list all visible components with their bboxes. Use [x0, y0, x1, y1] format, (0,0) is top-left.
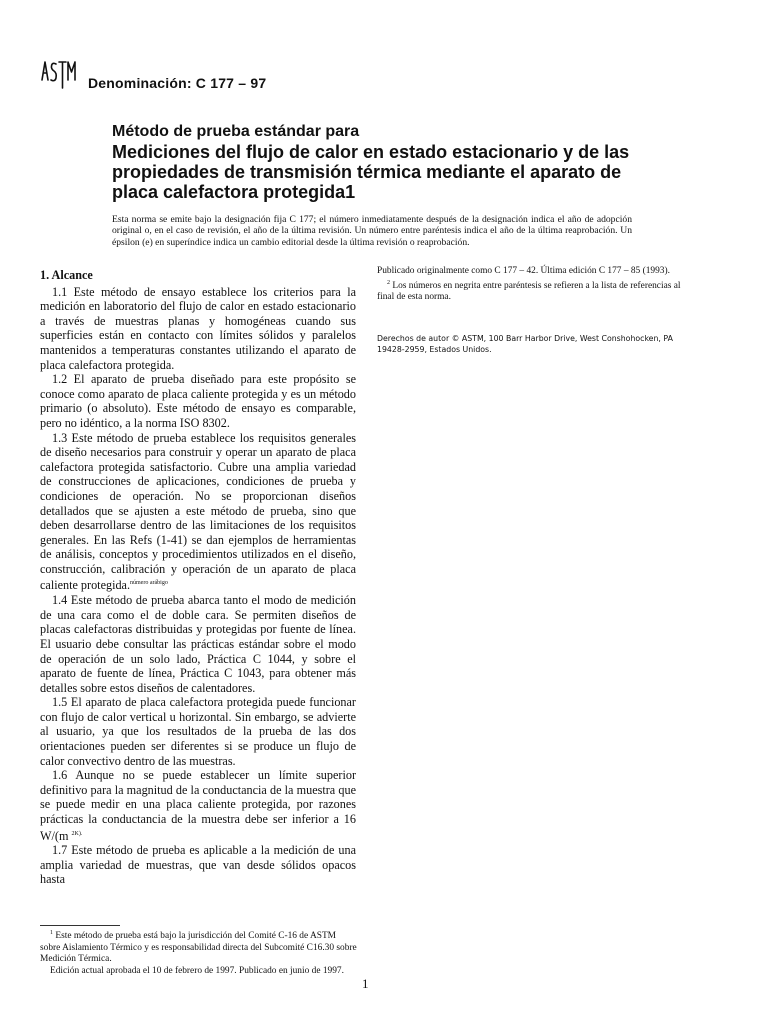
paragraph-1-3-superscript: número arábigo: [130, 580, 168, 587]
paragraph-1-7: 1.7 Este método de prueba es aplicable a la medición de una amplia variedad de muestras, que van desde sólidos opacos hasta: [40, 843, 356, 887]
paragraph-1-3: [40, 431, 356, 594]
title-prefix: Método de prueba estándar para: [112, 123, 360, 140]
paragraph-1-3-text: 1.3 Este método de prueba establece los requisitos generales de diseño necesarios para construir y operar un aparato de placa calefactora protegida satisfactorio. Cubre una amplia variedad de construcciones de aplicaciones, condiciones de prueba y condiciones de operación. No se proporcionan diseños detallados que se ajusten a este método de prueba, sino que deben desarrollarse dentro de las limitaciones de los requisitos generales. En las Refs (1-41) se dan ejemplos de herramientas de análisis, conceptos y procedimientos utilizados en el diseño, construcción, calibración y operación de un aparato de placa caliente protegida.: [40, 430, 356, 593]
footnote-1-mark: 1: [50, 930, 53, 936]
document-designation: Denominación: C 177 – 97: [88, 75, 267, 91]
publication-history: Publicado originalmente como C 177 – 42. Última edición C 177 – 85 (1993).: [377, 266, 670, 276]
footnote-1: [40, 928, 358, 966]
right-column: [377, 266, 697, 304]
footnote-2-mark: 2: [387, 279, 390, 286]
section-heading-scope: 1. Alcance: [40, 268, 93, 282]
page-number: 1: [362, 976, 369, 991]
paragraph-1-2: 1.2 El aparato de prueba diseñado para este propósito se conoce como aparato de placa caliente protegida y es un método primario (o absoluto). Este método de ensayo es comparable, pero no idéntico, a la norma ISO 8302.: [40, 372, 356, 430]
footnotes: [40, 928, 358, 978]
paragraph-1-4: 1.4 Este método de prueba abarca tanto el modo de medición de una cara como el de doble cara. Se permiten diseños de placas calefactoras distribuidas y protegidas por fuente de línea. El usuario debe consultar las prácticas estándar sobre el modo de operación de un solo lado, Práctica C 1044, y sobre el aparato de fuente de línea, Práctica C 1043, para obtener más detalles sobre estos diseños de calentadores.: [40, 593, 356, 695]
footnote-divider: [40, 925, 120, 926]
paragraph-1-6: [40, 768, 356, 843]
paragraph-1-5: 1.5 El aparato de placa calefactora protegida puede funcionar con flujo de calor vertical u horizontal. Sin embargo, se advierte al usuario, ya que los resultados de la prueba de las dos orientaciones pueden ser diferentes si se produce un flujo de calor convectivo dentro de las muestras.: [40, 695, 356, 768]
paragraph-1-6-superscript: 2K).: [71, 830, 83, 837]
standard-notice: Esta norma se emite bajo la designación fija C 177; el número inmediatamente después de la designación indica el año de adopción original o, en el caso de revisión, el año de la última revisión. Un número entre paréntesis indica el año de la última reaprobación. Un épsilon (e) en superíndice indica un cambio editorial desde la última revisión o reaprobación.: [112, 214, 632, 248]
title-main: Mediciones del flujo de calor en estado estacionario y de las propiedades de transmisión térmica mediante el aparato de placa calefactora protegida1: [112, 142, 630, 202]
footnote-1-text: Este método de prueba está bajo la jurisdicción del Comité C-16 de ASTM sobre Aislamiento Térmico y es responsabilidad directa del Subcomité C16.30 sobre Medición Térmica.: [40, 931, 357, 965]
astm-logo: [40, 56, 78, 94]
paragraph-1-1: 1.1 Este método de ensayo establece los criterios para la medición en laboratorio del flujo de calor en estado estacionario a través de muestras planas y homogéneas cuando sus superficies están en contacto con límites sólidos y paralelos mantenidos a temperaturas constantes utilizando el aparato de placa calefactora protegida.: [40, 284, 356, 372]
paragraph-1-6-text: 1.6 Aunque no se puede establecer un límite superior definitivo para la magnitud de la conductancia de la muestra que se puede medir en una placa caliente protegida, por razones prácticas la conductancia de la muestra debe ser inferior a 16 W/(m: [40, 768, 356, 843]
left-column: [40, 268, 356, 887]
footnote-1-edition: Edición actual aprobada el 10 de febrero de 1997. Publicado en junio de 1997.: [50, 965, 344, 976]
footnote-2-text: Los números en negrita entre paréntesis se refieren a la lista de referencias al final de esta norma.: [377, 280, 681, 303]
footnote-2: [377, 278, 697, 304]
copyright-notice: Derechos de autor © ASTM, 100 Barr Harbor Drive, West Conshohocken, PA 19428-2959, Estados Unidos.: [377, 334, 673, 355]
document-title: [112, 122, 632, 202]
